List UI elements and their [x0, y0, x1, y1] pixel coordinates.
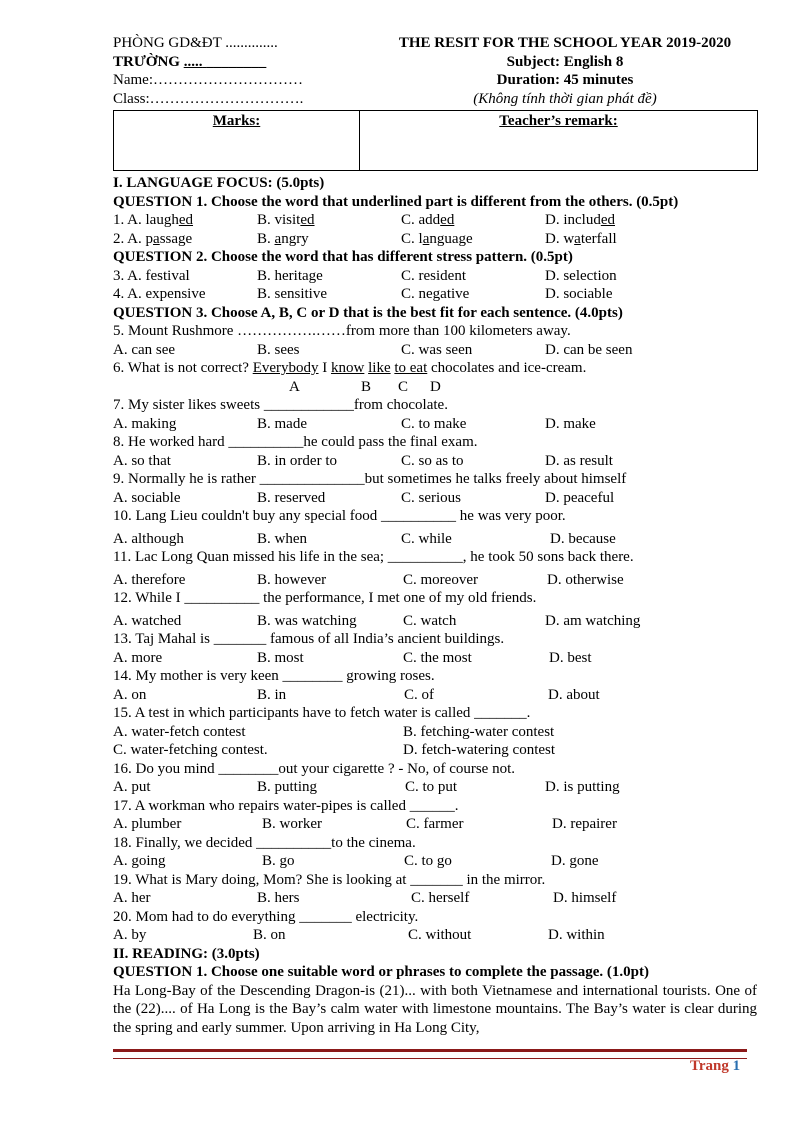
school-info — [113, 34, 373, 108]
option-c: C. while — [401, 530, 452, 547]
option-a: 3. A. festival — [113, 267, 190, 284]
marks-table — [113, 110, 758, 171]
option-b: B. most — [257, 649, 304, 666]
option-d: D. peaceful — [545, 489, 615, 506]
option-a: A. so that — [113, 452, 171, 469]
option-d: D. fetch-watering contest — [403, 742, 556, 758]
option-c: C. resident — [401, 267, 466, 284]
question-17: 17. A workman who repairs water-pipes is called ______. — [113, 797, 459, 814]
option-c: C. added — [401, 212, 455, 228]
option-b: B. hers — [257, 890, 300, 906]
options-5 — [113, 341, 757, 360]
question-15: 15. A test in which participants have to fetch water is called _______. — [113, 705, 531, 721]
option-b: B. was watching — [257, 612, 357, 629]
question-13: 13. Taj Mahal is _______ famous of all India’s ancient buildings. — [113, 631, 505, 647]
options-13 — [113, 649, 757, 668]
option-c: C. was seen — [401, 341, 473, 358]
page-number — [690, 1058, 740, 1075]
page-number-value: 1 — [732, 1058, 741, 1074]
item-3 — [113, 267, 757, 286]
question-10: 10. Lang Lieu couldn't buy any special food __________ he was very poor. — [113, 508, 566, 524]
option-b: B. angry — [257, 230, 309, 247]
option-d: D. am watching — [545, 612, 641, 629]
option-b: B. made — [257, 415, 307, 432]
option-c: C. herself — [411, 890, 470, 906]
option-a: A. put — [113, 779, 151, 795]
option-a: A. watched — [113, 612, 182, 629]
option-c: C. to put — [405, 779, 458, 795]
option-d: D. can be seen — [545, 341, 633, 358]
teacher-remark-cell[interactable]: Teacher’s remark: — [360, 111, 758, 171]
option-c: C. without — [408, 927, 472, 943]
q6-word-a: Everybody — [252, 360, 319, 376]
question-11: 11. Lac Long Quan missed his life in the sea; __________, he took 50 sons back there. — [113, 549, 634, 565]
letter-c: C — [398, 378, 409, 395]
option-a: 2. A. passage — [113, 230, 193, 247]
option-c: C. negative — [401, 286, 470, 302]
q6-word-d: to eat — [394, 360, 428, 376]
option-a: A. plumber — [113, 816, 182, 832]
question3-title: QUESTION 3. Choose A, B, C or D that is the best fit for each sentence. (4.0pts) — [113, 304, 623, 321]
option-c: C. the most — [403, 649, 472, 666]
options-20 — [113, 926, 757, 945]
option-d: D. make — [545, 415, 596, 432]
option-b: B. heritage — [257, 267, 323, 284]
option-d: D. himself — [553, 890, 617, 906]
option-b: B. when — [257, 530, 307, 547]
option-b: B. reserved — [257, 489, 326, 506]
option-d: D. about — [548, 686, 600, 703]
option-b: B. sensitive — [257, 286, 327, 302]
options-9 — [113, 489, 757, 508]
exam-note: (Không tính thời gian phát đề) — [473, 90, 657, 107]
option-c: C. water-fetching contest. — [113, 742, 268, 758]
letter-a: A — [289, 378, 300, 395]
option-a: A. going — [113, 853, 166, 869]
question-19: 19. What is Mary doing, Mom? She is looking at _______ in the mirror. — [113, 871, 546, 888]
option-a: 1. A. laughed — [113, 212, 194, 228]
section-language-focus: I. LANGUAGE FOCUS: (5.0pts) — [113, 175, 325, 191]
question-6-letters — [113, 378, 757, 397]
options-17 — [113, 815, 757, 834]
school-line: TRƯỜNG ..... ________ — [113, 53, 267, 70]
question-9: 9. Normally he is rather ______________but sometimes he talks freely about himself — [113, 471, 627, 487]
option-b: B. however — [257, 571, 327, 588]
option-b: B. worker — [262, 816, 322, 832]
question-8: 8. He worked hard __________he could pass the final exam. — [113, 434, 478, 450]
question-16: 16. Do you mind ________out your cigarette ? - No, of course not. — [113, 760, 516, 777]
option-b: B. sees — [257, 341, 300, 358]
option-a: A. by — [113, 927, 147, 943]
option-b: B. putting — [257, 779, 318, 795]
option-a: A. more — [113, 649, 163, 666]
option-a: A. her — [113, 890, 151, 906]
option-b: B. in — [257, 686, 287, 703]
options-15-ab — [113, 723, 757, 742]
option-b: B. go — [262, 853, 295, 869]
question2-title: QUESTION 2. Choose the word that has different stress pattern. (0.5pt) — [113, 249, 573, 265]
options-11 — [113, 571, 757, 590]
option-c: C. to make — [401, 415, 467, 432]
option-a: 4. A. expensive — [113, 286, 206, 302]
option-b: B. on — [253, 927, 286, 943]
item-2 — [113, 230, 757, 249]
exam-info — [373, 34, 757, 108]
option-c: C. to go — [404, 853, 452, 869]
option-d: D. otherwise — [547, 571, 624, 588]
option-d: D. is putting — [545, 779, 620, 795]
question-5: 5. Mount Rushmore …………….……from more than 100 kilometers away. — [113, 323, 571, 339]
exam-duration: Duration: 45 minutes — [496, 72, 634, 88]
q6-word-b: know — [331, 360, 365, 376]
options-15-cd — [113, 741, 757, 760]
option-d: D. sociable — [545, 286, 613, 302]
exam-page — [113, 34, 757, 1037]
option-c: C. serious — [401, 489, 461, 506]
options-16 — [113, 778, 757, 797]
option-a: A. water-fetch contest — [113, 723, 246, 740]
question1-title: QUESTION 1. Choose the word that underlined part is different from the others. (0.5pt) — [113, 193, 679, 210]
options-7 — [113, 415, 757, 434]
option-c: C. of — [404, 686, 434, 703]
reading-passage: Ha Long-Bay of the Descending Dragon-is (21)... with both Vietnamese and international tourists. One of the (22).... of Ha Long is the Bay’s calm water with limestone mountains. The Bay’s water is clear during the spring and early summer. Upon arriving in Ha Long City, — [113, 982, 757, 1036]
option-d: D. because — [550, 530, 616, 547]
exam-subject: Subject: English 8 — [506, 53, 624, 70]
option-c: C. farmer — [406, 816, 464, 832]
option-a: A. on — [113, 686, 147, 703]
question-20: 20. Mom had to do everything _______ electricity. — [113, 908, 419, 925]
page-label: Trang — [690, 1058, 729, 1074]
option-b: B. in order to — [257, 452, 337, 469]
option-d: D. included — [545, 212, 615, 228]
option-a: A. making — [113, 415, 177, 432]
option-a: A. can see — [113, 341, 176, 358]
option-c: C. watch — [403, 612, 457, 629]
option-d: D. within — [548, 927, 605, 943]
letter-d: D — [430, 378, 441, 395]
option-b: B. visited — [257, 212, 315, 228]
option-a: A. sociable — [113, 489, 181, 506]
class-line: Class:…………………………. — [113, 90, 304, 107]
options-8 — [113, 452, 757, 471]
option-d: D. best — [549, 649, 592, 666]
letter-b: B — [361, 378, 372, 395]
reading-question1-title: QUESTION 1. Choose one suitable word or phrases to complete the passage. (1.0pt) — [113, 964, 649, 980]
question-6-prefix: 6. What is not correct? — [113, 360, 253, 376]
option-c: C. language — [401, 230, 473, 247]
name-line: Name:………………………… — [113, 72, 303, 88]
department-line: PHÒNG GD&ĐT .............. — [113, 35, 278, 51]
question-14: 14. My mother is very keen ________ growing roses. — [113, 668, 435, 684]
options-14 — [113, 686, 757, 705]
question-18: 18. Finally, we decided __________to the cinema. — [113, 834, 416, 851]
q6-word-c: like — [368, 360, 391, 376]
option-c: C. so as to — [401, 452, 464, 469]
option-d: D. waterfall — [545, 230, 617, 247]
option-a: A. therefore — [113, 571, 186, 588]
option-a: A. although — [113, 530, 184, 547]
option-d: D. repairer — [552, 816, 617, 832]
footer-rule — [113, 1049, 747, 1059]
question-7: 7. My sister likes sweets ____________from chocolate. — [113, 397, 448, 413]
options-18 — [113, 852, 757, 871]
question-12: 12. While I __________ the performance, I met one of my old friends. — [113, 590, 537, 606]
option-d: D. gone — [551, 853, 599, 869]
option-d: D. as result — [545, 452, 613, 469]
options-12 — [113, 612, 757, 631]
options-10 — [113, 530, 757, 549]
question-6: 6. What is not correct? Everybody I know like to eat chocolates and ice-cream. — [113, 360, 587, 376]
exam-header — [113, 34, 757, 110]
item-4 — [113, 285, 757, 304]
question-6-suffix: chocolates and ice-cream. — [427, 360, 587, 376]
marks-cell[interactable]: Marks: — [114, 111, 360, 171]
option-c: C. moreover — [403, 571, 478, 588]
option-d: D. selection — [545, 267, 617, 284]
option-b: B. fetching-water contest — [403, 723, 555, 740]
item-1 — [113, 211, 757, 230]
section-reading: II. READING: (3.0pts) — [113, 945, 260, 962]
options-19 — [113, 889, 757, 908]
exam-title: THE RESIT FOR THE SCHOOL YEAR 2019-2020 — [398, 35, 732, 51]
